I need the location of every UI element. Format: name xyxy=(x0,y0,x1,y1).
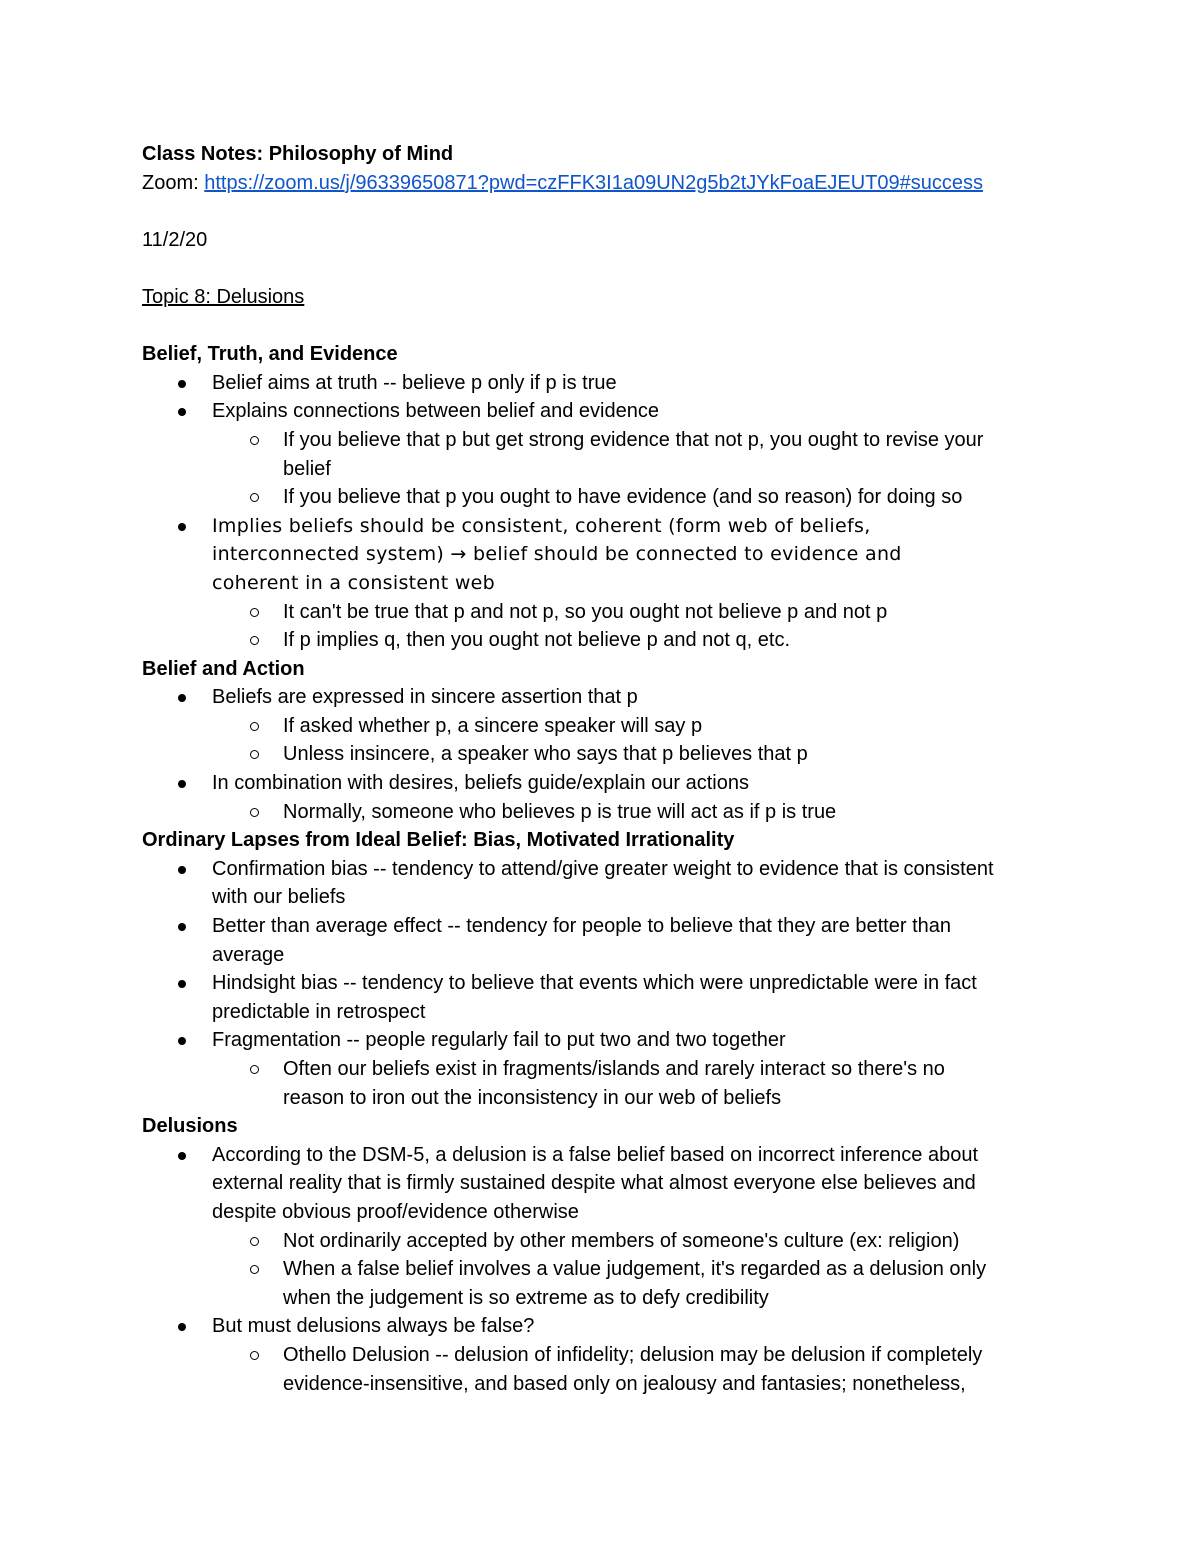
bullet-icon xyxy=(178,980,186,988)
section-list-ordinary-lapses xyxy=(142,855,1082,1112)
sub-list-item: If you believe that p but get strong evidence that not p, you ought to revise your belief xyxy=(142,426,1082,483)
list-item: In combination with desires, beliefs guide/explain our actions xyxy=(142,769,1082,798)
section-heading-ordinary-lapses: Ordinary Lapses from Ideal Belief: Bias, Motivated Irrationality xyxy=(142,829,735,852)
document-page xyxy=(142,140,1082,1398)
list-item: Belief aims at truth -- believe p only if p is true xyxy=(142,369,1082,398)
zoom-label: Zoom: xyxy=(142,171,205,194)
hollow-bullet-icon xyxy=(250,493,259,502)
list-item: Explains connections between belief and evidence xyxy=(142,397,1082,426)
section-list-belief-action xyxy=(142,683,1082,826)
section-heading-delusions: Delusions xyxy=(142,1115,238,1138)
date: 11/2/20 xyxy=(142,228,208,251)
sub-list-item: Normally, someone who believes p is true will act as if p is true xyxy=(142,798,1082,827)
hollow-bullet-icon xyxy=(250,1265,259,1274)
topic-title: Topic 8: Delusions xyxy=(142,285,305,308)
bullet-icon xyxy=(178,408,186,416)
hollow-bullet-icon xyxy=(250,608,259,617)
zoom-line xyxy=(142,169,1082,198)
sub-list-item: If asked whether p, a sincere speaker will say p xyxy=(142,712,1082,741)
list-item: Confirmation bias -- tendency to attend/give greater weight to evidence that is consistent with our beliefs xyxy=(142,855,1082,912)
hollow-bullet-icon xyxy=(250,636,259,645)
bullet-icon xyxy=(178,523,186,531)
hollow-bullet-icon xyxy=(250,1065,259,1074)
bullet-icon xyxy=(178,780,186,788)
hollow-bullet-icon xyxy=(250,1351,259,1360)
sub-list-item: Othello Delusion -- delusion of infidelity; delusion may be delusion if completely evidence-insensitive, and based only on jealousy and fantasies; nonetheless, xyxy=(142,1341,1082,1398)
doc-title: Class Notes: Philosophy of Mind xyxy=(142,143,454,165)
list-item: Fragmentation -- people regularly fail to put two and two together xyxy=(142,1026,1082,1055)
bullet-icon xyxy=(178,1152,186,1160)
zoom-link[interactable]: https://zoom.us/j/96339650871?pwd=czFFK3I1a09UN2g5b2tJYkFoaEJEUT09#success xyxy=(204,171,984,194)
list-item: Better than average effect -- tendency for people to believe that they are better than average xyxy=(142,912,1082,969)
bullet-icon xyxy=(178,694,186,702)
section-heading-belief-truth-evidence: Belief, Truth, and Evidence xyxy=(142,343,398,366)
list-item: Hindsight bias -- tendency to believe that events which were unpredictable were in fact predictable in retrospect xyxy=(142,969,1082,1026)
bullet-icon xyxy=(178,866,186,874)
sub-list-item: When a false belief involves a value judgement, it's regarded as a delusion only when the judgement is so extreme as to defy credibility xyxy=(142,1255,1082,1312)
sub-list-item: If you believe that p you ought to have evidence (and so reason) for doing so xyxy=(142,483,1082,512)
sub-list-item: If p implies q, then you ought not believe p and not q, etc. xyxy=(142,626,1082,655)
bullet-icon xyxy=(178,1323,186,1331)
bullet-icon xyxy=(178,923,186,931)
list-item: But must delusions always be false? xyxy=(142,1312,1082,1341)
sub-list-item: Often our beliefs exist in fragments/islands and rarely interact so there's no reason to iron out the inconsistency in our web of beliefs xyxy=(142,1055,1082,1112)
sub-list-item: Not ordinarily accepted by other members of someone's culture (ex: religion) xyxy=(142,1227,1082,1256)
section-list-delusions xyxy=(142,1141,1082,1398)
hollow-bullet-icon xyxy=(250,722,259,731)
hollow-bullet-icon xyxy=(250,750,259,759)
hollow-bullet-icon xyxy=(250,808,259,817)
bullet-icon xyxy=(178,1037,186,1045)
list-item: Implies beliefs should be consistent, coherent (form web of beliefs, interconnected system) → belief should be connected to evidence and coherent in a consistent web xyxy=(142,512,1082,598)
bullet-icon xyxy=(178,380,186,388)
section-heading-belief-action: Belief and Action xyxy=(142,657,305,680)
sub-list-item: It can't be true that p and not p, so you ought not believe p and not p xyxy=(142,598,1082,627)
list-item: According to the DSM-5, a delusion is a false belief based on incorrect inference about external reality that is firmly sustained despite what almost everyone else believes and despite obvious proof/evidence otherwise xyxy=(142,1141,1082,1227)
hollow-bullet-icon xyxy=(250,1237,259,1246)
list-item: Beliefs are expressed in sincere assertion that p xyxy=(142,683,1082,712)
section-list-belief-truth-evidence xyxy=(142,369,1082,655)
sub-list-item: Unless insincere, a speaker who says that p believes that p xyxy=(142,740,1082,769)
hollow-bullet-icon xyxy=(250,436,259,445)
